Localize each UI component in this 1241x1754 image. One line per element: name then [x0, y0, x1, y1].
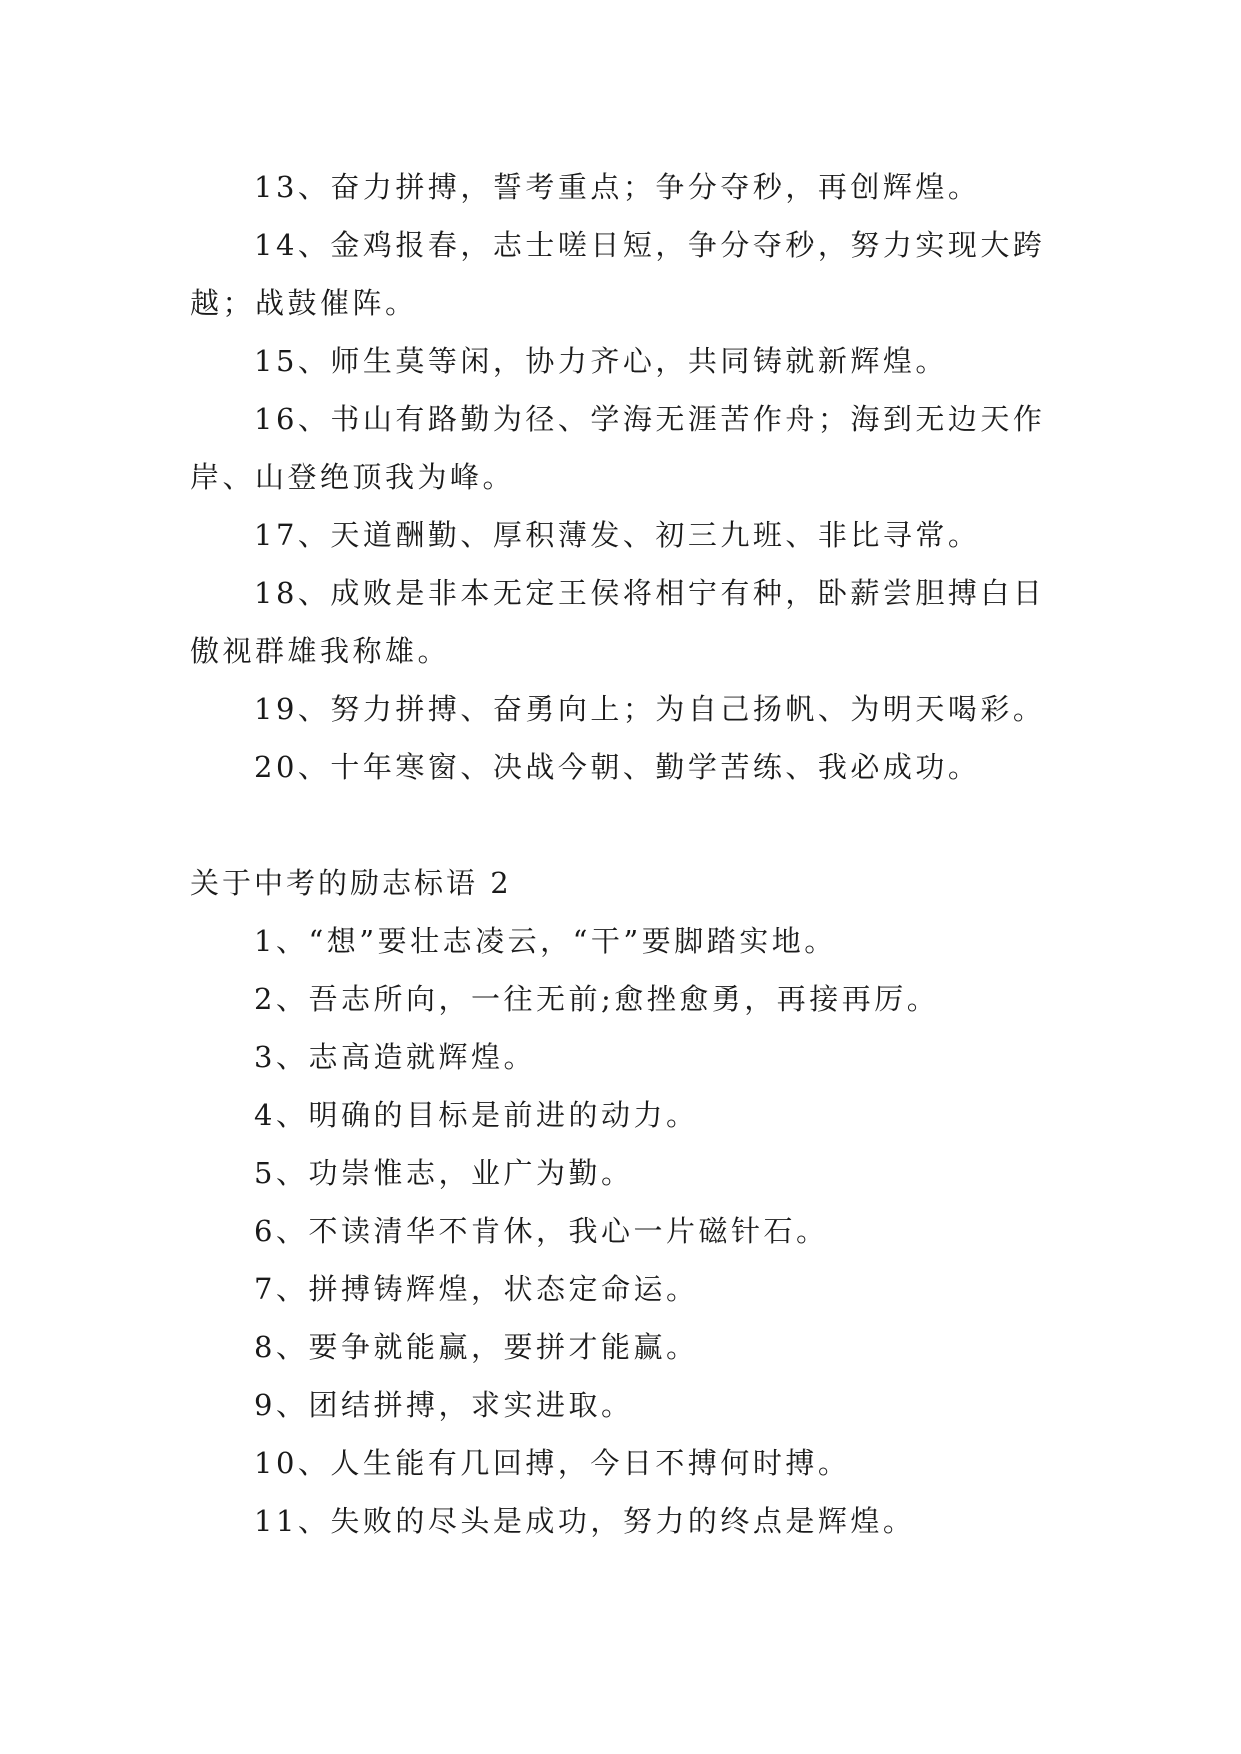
slogan-item: 20、十年寒窗、决战今朝、勤学苦练、我必成功。	[254, 750, 981, 784]
slogan-item: 15、师生莫等闲，协力齐心，共同铸就新辉煌。	[254, 344, 948, 378]
slogan-item: 13、奋力拼搏，誓考重点；争分夺秒，再创辉煌。	[254, 170, 981, 204]
slogan-item: 6、不读清华不肯休，我心一片磁针石。	[254, 1214, 829, 1248]
section-spacer	[190, 796, 1070, 854]
slogan-item: 2、吾志所向，一往无前;愈挫愈勇，再接再厉。	[254, 982, 940, 1016]
slogan-item: 14、金鸡报春，志士嗟日短，争分夺秒，努力实现大跨越；战鼓催阵。	[190, 228, 1046, 320]
slogan-item: 1、“想”要壮志凌云，“干”要脚踏实地。	[254, 924, 837, 958]
slogan-item: 4、明确的目标是前进的动力。	[254, 1098, 699, 1132]
slogan-item: 10、人生能有几回搏，今日不搏何时搏。	[254, 1446, 851, 1480]
slogan-item: 8、要争就能赢，要拼才能赢。	[254, 1330, 699, 1364]
slogan-item: 17、天道酬勤、厚积薄发、初三九班、非比寻常。	[254, 518, 981, 552]
slogan-item: 9、团结拼搏，求实进取。	[254, 1388, 634, 1422]
section-heading: 关于中考的励志标语 2	[190, 866, 512, 900]
slogan-item: 16、书山有路勤为径、学海无涯苦作舟；海到无边天作岸、山登绝顶我为峰。	[190, 402, 1046, 494]
slogan-item: 11、失败的尽头是成功，努力的终点是辉煌。	[254, 1504, 916, 1538]
slogan-item: 18、成败是非本无定王侯将相宁有种，卧薪尝胆搏白日傲视群雄我称雄。	[190, 576, 1046, 668]
document-body	[190, 158, 1070, 1550]
slogan-item: 3、志高造就辉煌。	[254, 1040, 536, 1074]
slogan-item: 5、功崇惟志，业广为勤。	[254, 1156, 634, 1190]
slogan-item: 19、努力拼搏、奋勇向上；为自己扬帆、为明天喝彩。	[254, 692, 1046, 726]
slogan-item: 7、拼搏铸辉煌，状态定命运。	[254, 1272, 699, 1306]
